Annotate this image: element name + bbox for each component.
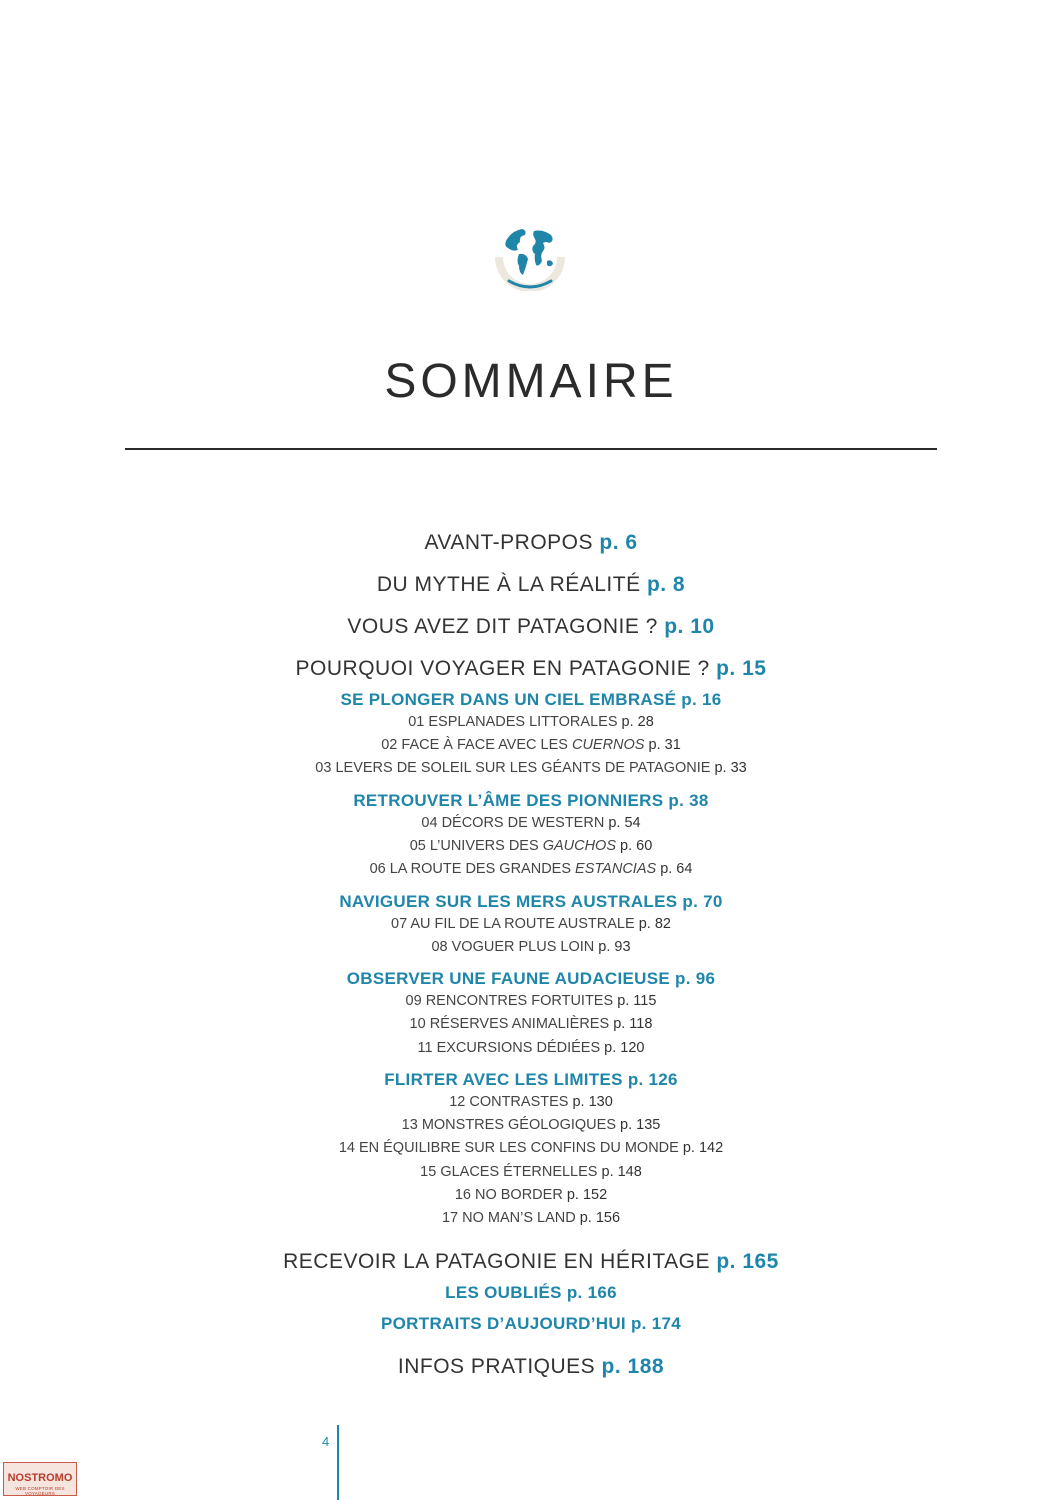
- toc-page-number: p. 28: [621, 714, 654, 730]
- toc-page-number: p. 16: [681, 690, 722, 709]
- toc-page-number: p. 31: [648, 737, 681, 753]
- toc-page-number: p. 120: [604, 1040, 645, 1056]
- toc-section[interactable]: [0, 791, 1062, 811]
- toc-page-number: p. 33: [714, 760, 747, 776]
- toc-entry-title: 05 L’UNIVERS DES: [409, 838, 539, 854]
- toc-entry-title: POURQUOI VOYAGER EN PATAGONIE ?: [295, 657, 710, 680]
- toc-page-number: p. 165: [716, 1250, 779, 1273]
- toc-entry-title: VOUS AVEZ DIT PATAGONIE ?: [347, 615, 658, 638]
- toc-page-number: p. 152: [566, 1187, 608, 1203]
- toc-page-number: p. 6: [599, 531, 638, 554]
- toc-section[interactable]: [0, 690, 1062, 710]
- toc-subentry[interactable]: [0, 760, 1062, 776]
- toc-page-number: p. 148: [601, 1164, 642, 1180]
- toc-page-number: p. 60: [620, 838, 653, 854]
- toc-page-number: p. 93: [598, 939, 631, 955]
- toc-page-number: p. 130: [572, 1094, 613, 1110]
- toc-page-number: p. 38: [668, 791, 709, 810]
- toc-subentry[interactable]: [0, 1210, 1062, 1226]
- toc-subentry[interactable]: [0, 838, 1062, 854]
- toc-entry-title: 03 LEVERS DE SOLEIL SUR LES GÉANTS DE PATAGONIE: [315, 760, 711, 776]
- toc-entry-title: 06 LA ROUTE DES GRANDES: [369, 861, 572, 877]
- toc-entry-title: 16 NO BORDER: [454, 1187, 563, 1203]
- toc-subentry[interactable]: [0, 1016, 1062, 1032]
- toc-section[interactable]: [0, 1070, 1062, 1090]
- toc-subentry[interactable]: [0, 1117, 1062, 1133]
- toc-entry-title: 13 MONSTRES GÉOLOGIQUES: [401, 1117, 616, 1133]
- toc-page-number: p. 70: [682, 892, 723, 911]
- toc-subentry[interactable]: [0, 714, 1062, 730]
- toc-chapter[interactable]: [0, 615, 1062, 639]
- toc-entry-title: 04 DÉCORS DE WESTERN: [421, 815, 605, 831]
- nostromo-logo: [3, 1462, 77, 1496]
- toc-subentry[interactable]: [0, 815, 1062, 831]
- page-title: SOMMAIRE: [384, 355, 678, 408]
- toc-entry-title: 10 RÉSERVES ANIMALIÈRES: [409, 1016, 610, 1032]
- toc-subentry[interactable]: [0, 1187, 1062, 1203]
- toc-page-number: p. 118: [613, 1016, 653, 1032]
- toc-page-number: p. 8: [646, 573, 686, 596]
- toc-entry-title: 11 EXCURSIONS DÉDIÉES: [417, 1040, 601, 1056]
- toc-entry-title: DU MYTHE À LA RÉALITÉ: [376, 573, 641, 596]
- toc-page-number: p. 135: [620, 1117, 661, 1133]
- toc-chapter[interactable]: [0, 657, 1062, 681]
- toc-subentry[interactable]: [0, 993, 1062, 1009]
- toc-entry-title: NAVIGUER SUR LES MERS AUSTRALES: [339, 892, 678, 911]
- toc-entry-title: 17 NO MAN’S LAND: [441, 1210, 576, 1226]
- title-divider: [125, 448, 937, 450]
- toc-page-number: p. 166: [566, 1283, 617, 1302]
- toc-entry-title: INFOS PRATIQUES: [397, 1355, 596, 1378]
- toc-section[interactable]: [0, 1314, 1062, 1334]
- toc-chapter[interactable]: [0, 1355, 1062, 1379]
- toc-page-number: p. 115: [617, 993, 657, 1009]
- toc-entry-italic: GAUCHOS: [542, 838, 617, 854]
- toc-page-number: p. 96: [675, 969, 716, 988]
- toc-entry-title: FLIRTER AVEC LES LIMITES: [384, 1070, 623, 1089]
- toc-page-number: p. 82: [638, 916, 671, 932]
- folio-rule: [337, 1425, 339, 1500]
- toc-entry-title: RECEVOIR LA PATAGONIE EN HÉRITAGE: [283, 1250, 710, 1273]
- toc-page-number: p. 10: [664, 615, 715, 638]
- toc-subentry[interactable]: [0, 737, 1062, 753]
- globe-icon: [491, 221, 569, 291]
- toc-chapter[interactable]: [0, 531, 1062, 555]
- toc-entry-title: 09 RENCONTRES FORTUITES: [405, 993, 614, 1009]
- toc-page-number: p. 126: [627, 1070, 678, 1089]
- toc-chapter[interactable]: [0, 573, 1062, 597]
- toc-entry-title: 01 ESPLANADES LITTORALES: [408, 714, 618, 730]
- toc-entry-italic: ESTANCIAS: [575, 861, 657, 877]
- toc-entry-title: 07 AU FIL DE LA ROUTE AUSTRALE: [391, 916, 635, 932]
- toc-page-number: p. 64: [660, 861, 693, 877]
- toc-subentry[interactable]: [0, 939, 1062, 955]
- toc-page-number: p. 174: [630, 1314, 681, 1333]
- toc-entry-title: SE PLONGER DANS UN CIEL EMBRASÉ: [340, 690, 677, 709]
- toc-subentry[interactable]: [0, 1040, 1062, 1056]
- logo-tagline: WEB COMPTOIR DES VOYAGEURS: [15, 1486, 65, 1496]
- toc-entry-title: OBSERVER UNE FAUNE AUDACIEUSE: [346, 969, 670, 988]
- toc-subentry[interactable]: [0, 1164, 1062, 1180]
- toc-page-number: p. 188: [601, 1355, 665, 1378]
- toc-entry-title: 08 VOGUER PLUS LOIN: [431, 939, 595, 955]
- toc-entry-title: LES OUBLIÉS: [445, 1283, 562, 1302]
- toc-section[interactable]: [0, 892, 1062, 912]
- toc-page-number: p. 156: [579, 1210, 621, 1226]
- toc-subentry[interactable]: [0, 861, 1062, 877]
- toc-entry-title: 02 FACE À FACE AVEC LES: [381, 737, 568, 753]
- toc-page-number: p. 15: [716, 657, 767, 680]
- toc-entry-italic: CUERNOS: [571, 737, 645, 753]
- toc-section[interactable]: [0, 1283, 1062, 1303]
- toc-subentry[interactable]: [0, 1094, 1062, 1110]
- toc-page-number: p. 142: [682, 1140, 724, 1156]
- toc-entry-title: PORTRAITS D’AUJOURD’HUI: [381, 1314, 626, 1333]
- toc-chapter[interactable]: [0, 1250, 1062, 1274]
- logo-name: NOSTROMO: [7, 1472, 73, 1484]
- toc-entry-title: RETROUVER L’ÂME DES PIONNIERS: [353, 791, 664, 810]
- toc-entry-title: 14 EN ÉQUILIBRE SUR LES CONFINS DU MONDE: [338, 1140, 679, 1156]
- toc-entry-title: 15 GLACES ÉTERNELLES: [420, 1164, 598, 1180]
- toc-section[interactable]: [0, 969, 1062, 989]
- toc-subentry[interactable]: [0, 1140, 1062, 1156]
- toc-entry-title: 12 CONTRASTES: [449, 1094, 569, 1110]
- page-number: 4: [322, 1434, 330, 1449]
- toc-subentry[interactable]: [0, 916, 1062, 932]
- toc-entry-title: AVANT-PROPOS: [424, 531, 594, 554]
- toc-page-number: p. 54: [608, 815, 641, 831]
